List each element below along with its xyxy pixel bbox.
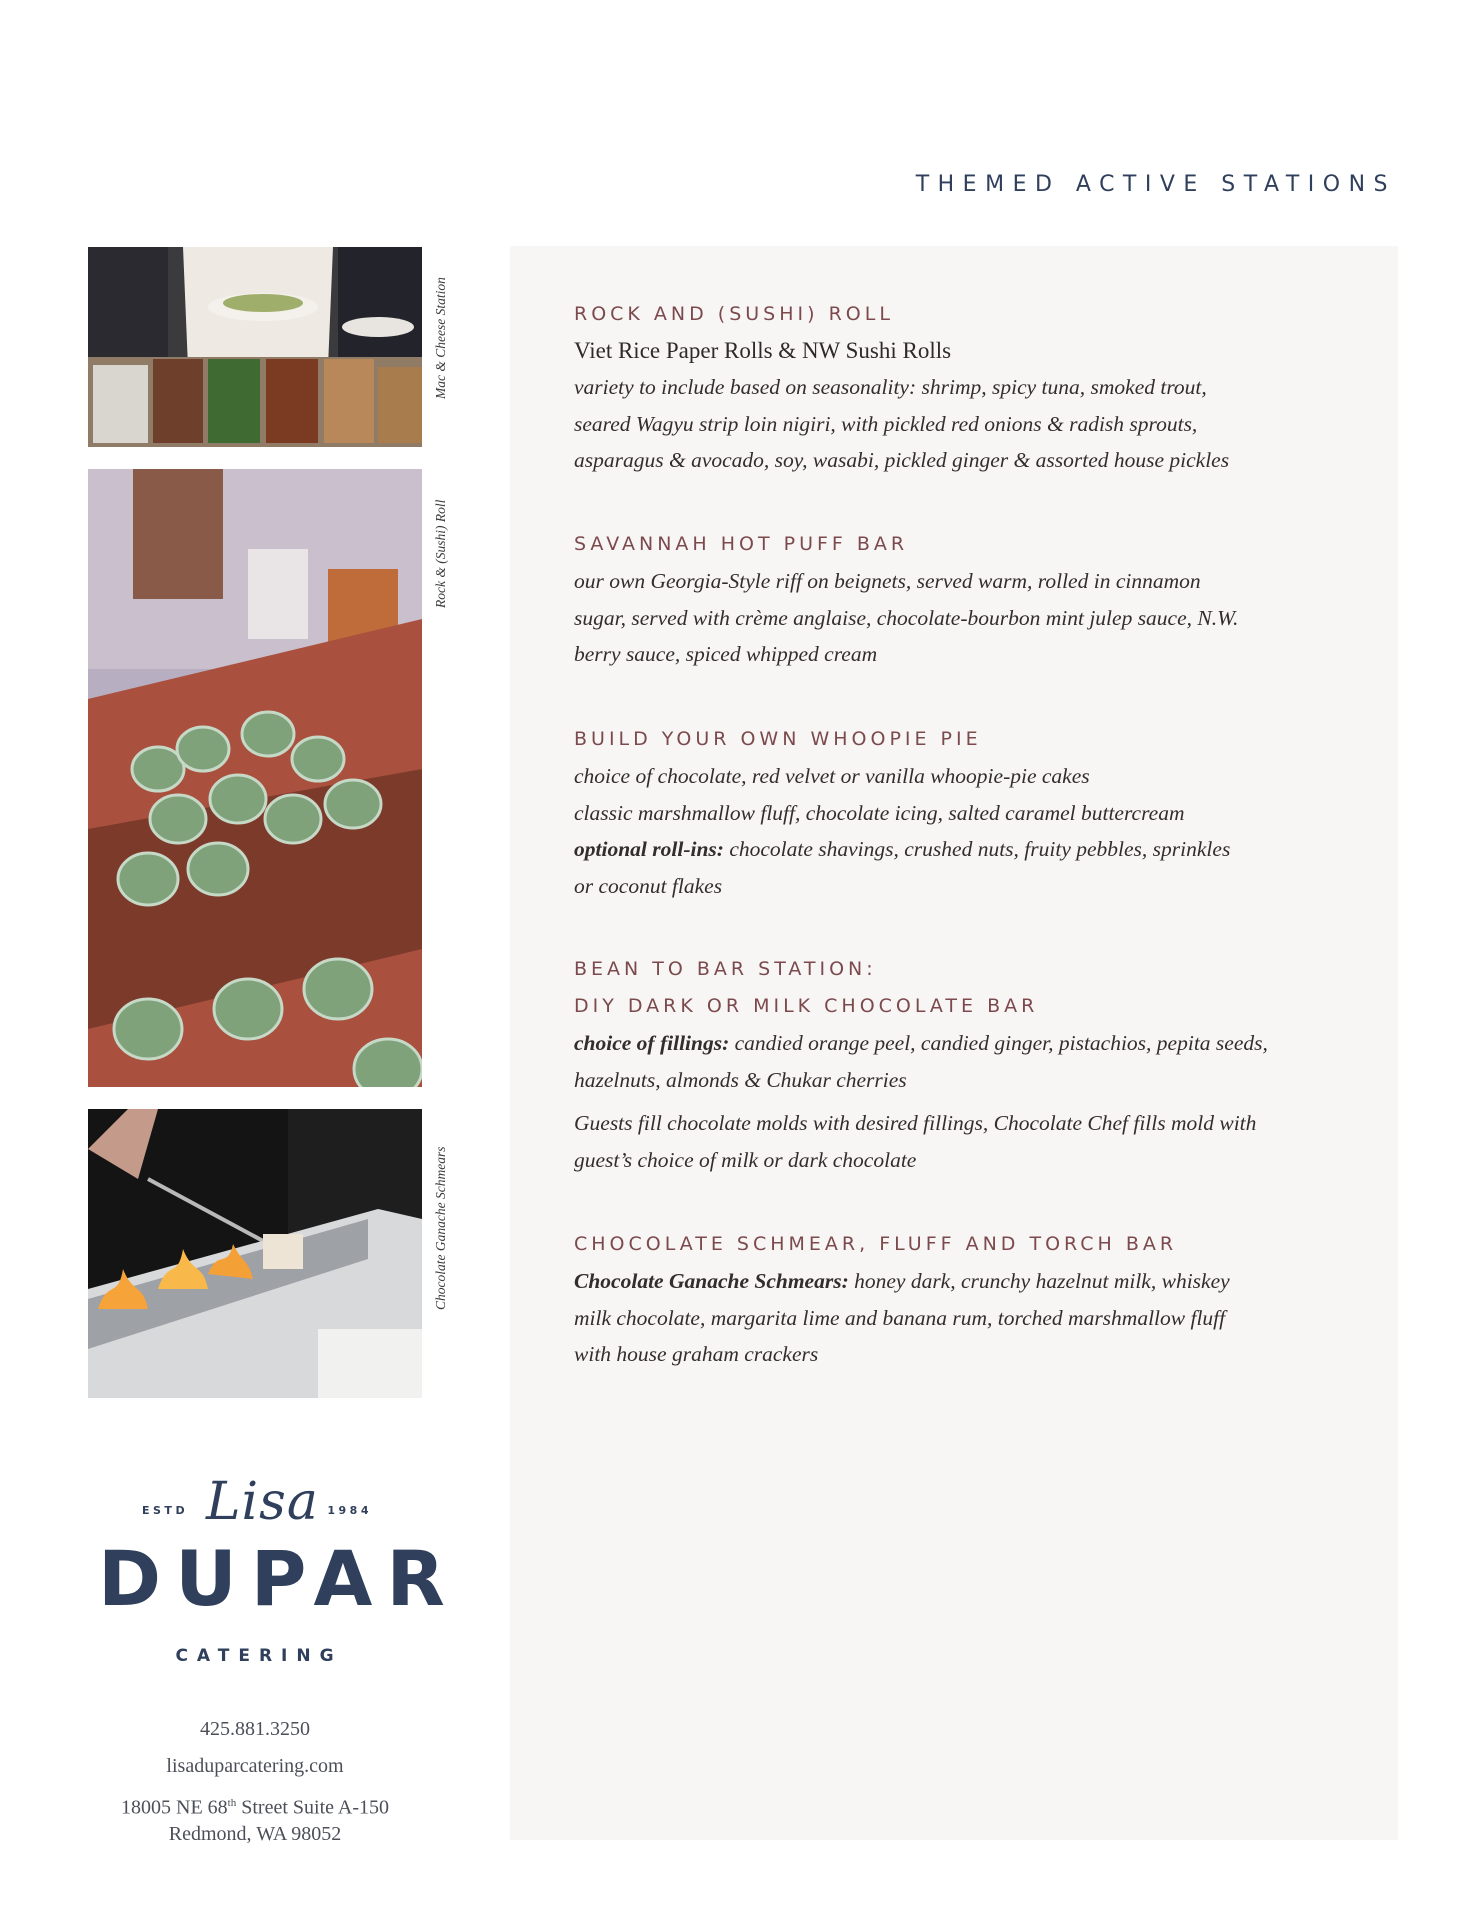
logo-name: DUPAR: [98, 1534, 459, 1623]
station-section: [574, 296, 1358, 479]
station-line: milk chocolate, margarita lime and banana rum, torched marshmallow fluff: [574, 1305, 1226, 1330]
station-line: choice of chocolate, red velvet or vanilla whoopie-pie cakes: [574, 764, 1090, 788]
station-heading: BUILD YOUR OWN WHOOPIE PIE: [574, 728, 982, 750]
station-line: or coconut flakes: [574, 873, 723, 898]
station-line: Chocolate Ganache Schmears: honey dark, crunchy hazelnut milk, whiskey: [574, 1269, 1230, 1293]
station-line: asparagus & avocado, soy, wasabi, pickled ginger & assorted house pickles: [574, 448, 1230, 472]
logo-year: 1984: [327, 1504, 372, 1517]
photo-caption: Chocolate Ganache Schmears: [433, 1146, 448, 1310]
station-line: guest’s choice of milk or dark chocolate: [574, 1147, 917, 1172]
station-line: berry sauce, spiced whipped cream: [574, 642, 878, 666]
station-line: optional roll-ins: chocolate shavings, crushed nuts, fruity pebbles, sprinkles: [574, 837, 1231, 861]
buffet-photo: [88, 247, 422, 447]
station-subtitle: Viet Rice Paper Rolls & NW Sushi Rolls: [574, 338, 952, 363]
station-line: hazelnuts, almonds & Chukar cherries: [574, 1067, 907, 1092]
station-line: sugar, served with crème anglaise, chocolate-bourbon mint julep sauce, N.W.: [574, 605, 1239, 630]
address-line: 18005 NE 68th Street Suite A-150: [121, 1796, 389, 1819]
station-section: [574, 721, 1358, 904]
brand-logo: [88, 1468, 459, 1666]
bold-label: Chocolate Ganache Schmears:: [574, 1269, 849, 1293]
photo-caption: Rock & (Sushi) Roll: [433, 499, 448, 608]
station-line: Guests fill chocolate molds with desired fillings, Chocolate Chef fills mold with: [574, 1111, 1257, 1135]
logo-subtitle: CATERING: [175, 1646, 343, 1666]
city-line: Redmond, WA 98052: [168, 1822, 342, 1845]
station-line: seared Wagyu strip loin nigiri, with pickled red onions & radish sprouts,: [574, 411, 1198, 436]
logo-estd: ESTD: [142, 1504, 189, 1517]
station-line: choice of fillings: candied orange peel, candied ginger, pistachios, pepita seeds,: [574, 1031, 1268, 1055]
station-heading: ROCK AND (SUSHI) ROLL: [574, 303, 894, 325]
station-line: with house graham crackers: [574, 1342, 819, 1366]
station-heading: SAVANNAH HOT PUFF BAR: [574, 533, 909, 555]
station-section: [574, 951, 1358, 1178]
logo-script: Lisa: [206, 1472, 319, 1532]
phone-number[interactable]: 425.881.3250: [200, 1718, 310, 1740]
website-link[interactable]: lisaduparcatering.com: [166, 1755, 344, 1777]
page-title: THEMED ACTIVE STATIONS: [915, 172, 1396, 197]
station-heading: BEAN TO BAR STATION:: [574, 958, 877, 980]
station-line: variety to include based on seasonality: shrimp, spicy tuna, smoked trout,: [574, 375, 1207, 399]
contact-block: [70, 1716, 440, 1847]
bold-label: choice of fillings:: [574, 1031, 730, 1055]
torch-marshmallow-photo: [88, 1109, 422, 1398]
station-section: [574, 526, 1358, 673]
menu-panel: [510, 246, 1398, 1840]
station-line: our own Georgia-Style riff on beignets, served warm, rolled in cinnamon: [574, 569, 1201, 593]
station-heading-2: DIY DARK OR MILK CHOCOLATE BAR: [574, 995, 1039, 1017]
bold-label: optional roll-ins:: [574, 837, 724, 861]
station-line: classic marshmallow fluff, chocolate icing, salted caramel buttercream: [574, 800, 1185, 825]
station-section: [574, 1226, 1358, 1373]
station-heading: CHOCOLATE SCHMEAR, FLUFF AND TORCH BAR: [574, 1233, 1178, 1255]
spring-rolls-photo: [88, 469, 422, 1087]
photo-caption: Mac & Cheese Station: [433, 277, 448, 399]
